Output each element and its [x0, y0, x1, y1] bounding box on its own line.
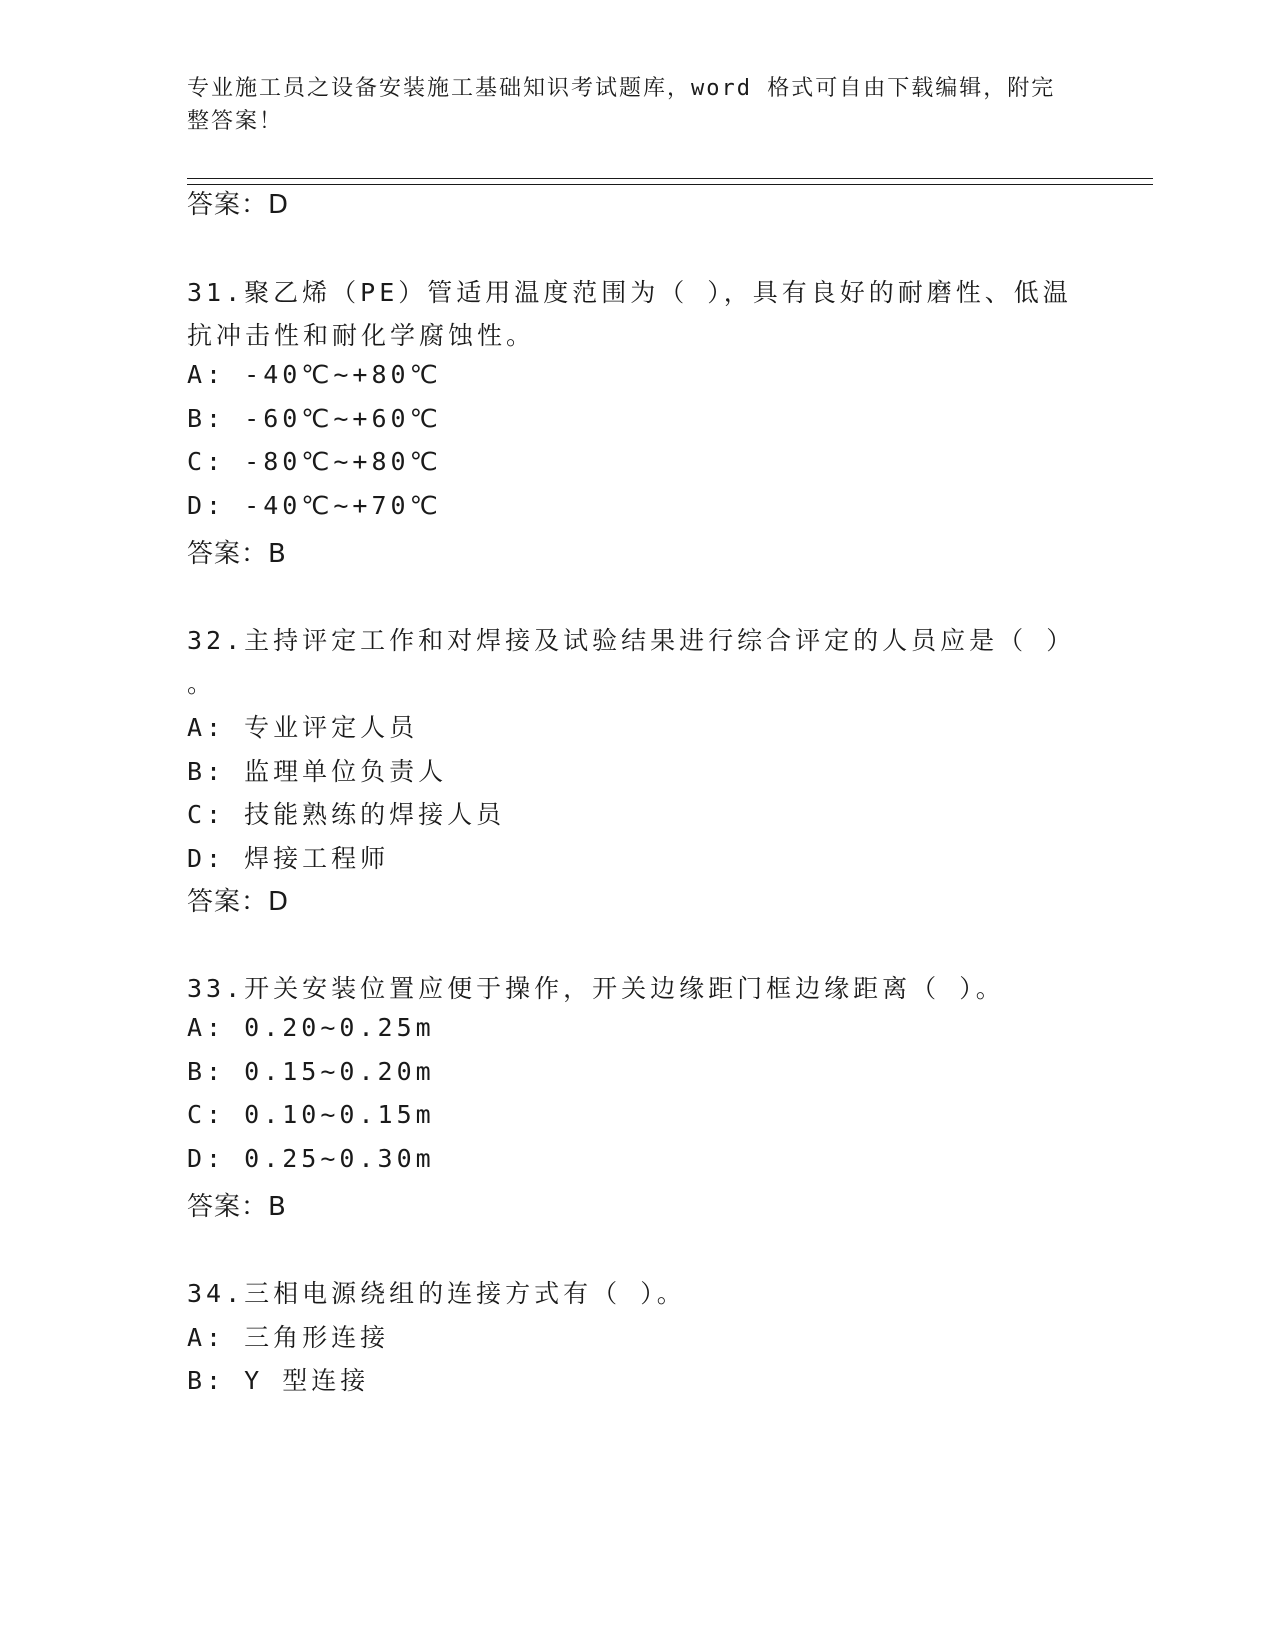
q33-option-d: D: 0.25~0.30m [187, 1144, 435, 1173]
q31-option-b: B: -60℃~+60℃ [187, 404, 442, 433]
header-note [187, 72, 1067, 138]
q32-option-a: A: 专业评定人员 [187, 713, 419, 742]
q34-stem-line-1: 34.三相电源绕组的连接方式有（ ）。 [187, 1279, 686, 1308]
q31-stem-line-1: 31.聚乙烯（PE）管适用温度范围为（ ），具有良好的耐磨性、低温 [187, 278, 1072, 307]
q33-stem-line-1: 33.开关安装位置应便于操作，开关边缘距门框边缘距离（ ）。 [187, 974, 1005, 1003]
q32-option-d: D: 焊接工程师 [187, 844, 390, 873]
q32-option-b: B: 监理单位负责人 [187, 757, 448, 786]
header-note-line-2: 整答案！ [187, 109, 284, 134]
q31-option-c: C: -80℃~+80℃ [187, 447, 442, 476]
q33-answer: 答案：B [187, 1192, 287, 1222]
q34-option-b: B: Y 型连接 [187, 1366, 370, 1395]
q32-answer: 答案：D [187, 887, 290, 917]
q31-stem-line-2: 抗冲击性和耐化学腐蚀性。 [187, 321, 536, 350]
q33-option-b: B: 0.15~0.20m [187, 1057, 435, 1086]
q32-option-c: C: 技能熟练的焊接人员 [187, 800, 506, 829]
q31-answer: 答案：B [187, 539, 287, 569]
header-note-line-1: 专业施工员之设备安装施工基础知识考试题库，word 格式可自由下载编辑，附完 [187, 76, 1056, 101]
q34-option-a: A: 三角形连接 [187, 1323, 390, 1352]
q31-option-a: A: -40℃~+80℃ [187, 360, 442, 389]
q33-option-a: A: 0.20~0.25m [187, 1013, 435, 1042]
q31-option-d: D: -40℃~+70℃ [187, 491, 442, 520]
answer-previous: 答案：D [187, 190, 290, 220]
header-divider [187, 178, 1153, 185]
q32-stem-line-1: 32.主持评定工作和对焊接及试验结果进行综合评定的人员应是（ ） [187, 626, 1076, 655]
q33-option-c: C: 0.10~0.15m [187, 1100, 435, 1129]
q32-stem-line-2: 。 [187, 669, 217, 698]
